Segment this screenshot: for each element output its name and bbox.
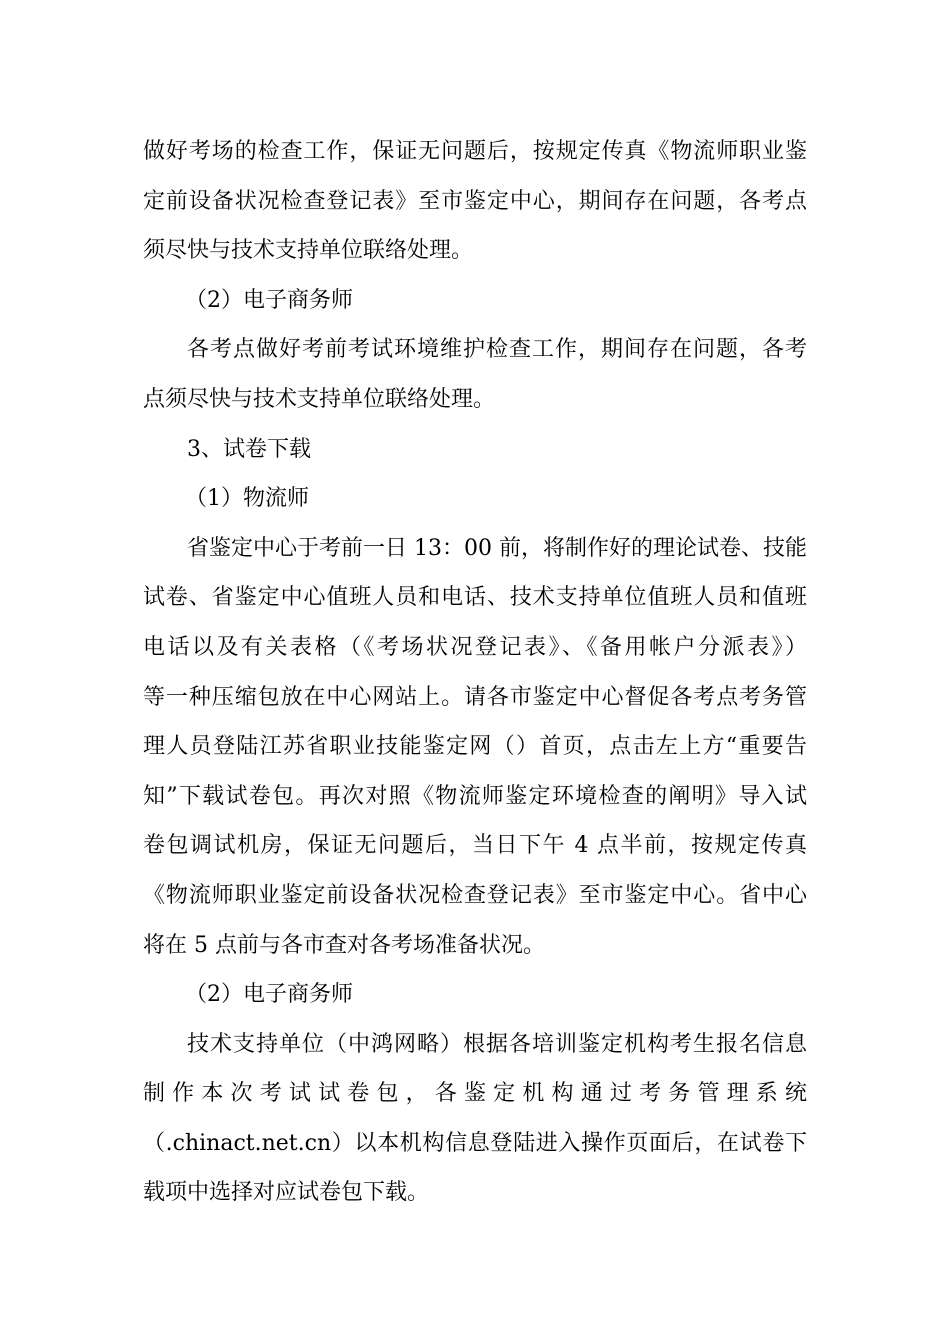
paragraph-line: 省鉴定中心于考前一日 13：00 前，将制作好的理论试卷、技能: [187, 535, 807, 561]
paragraph-line: 试卷、省鉴定中心值班人员和电话、技术支持单位值班人员和值班: [143, 585, 807, 611]
paragraph-line: 卷包调试机房，保证无问题后，当日下午 4 点半前，按规定传真: [143, 833, 807, 859]
paragraph-line: 做好考场的检查工作，保证无问题后，按规定传真《物流师职业鉴: [143, 139, 807, 164]
paragraph-line: 载项中选择对应试卷包下载。: [143, 1180, 430, 1206]
paragraph-line: 制 作 本 次 考 试 试 卷 包 ， 各 鉴 定 机 构 通 过 考 务 管 理 系 统: [143, 1081, 807, 1107]
paragraph-line: 电话以及有关表格（《考场状况登记表》、《备用帐户分派表》）: [143, 634, 807, 660]
paragraph-line: 等一种压缩包放在中心网站上。请各市鉴定中心督促各考点考务管: [143, 684, 807, 710]
paragraph-line: 将在 5 点前与各市查对各考场准备状况。: [143, 932, 545, 958]
section-heading: 3、试卷下载: [187, 436, 311, 462]
paragraph-line: 各考点做好考前考试环境维护检查工作，期间存在问题，各考: [187, 337, 807, 363]
paragraph-line: 知”下载试卷包。再次对照《物流师鉴定环境检查的阐明》导入试: [143, 783, 807, 809]
paragraph-line: 须尽快与技术支持单位联络处理。: [143, 238, 474, 264]
document-page: [143, 127, 807, 1218]
paragraph-line: （.chinact.net.cn）以本机构信息登陆进入操作页面后，在试卷下: [143, 1130, 807, 1156]
subsection-heading: （2）电子商务师: [185, 287, 353, 313]
paragraph-line: 理人员登陆江苏省职业技能鉴定网（）首页，点击左上方“重要告: [143, 734, 807, 760]
paragraph-line: 技术支持单位（中鸿网略）根据各培训鉴定机构考生报名信息: [187, 1031, 807, 1057]
subsection-heading: （1）物流师: [185, 486, 309, 512]
paragraph-line: 点须尽快与技术支持单位联络处理。: [143, 386, 496, 412]
paragraph-line: 定前设备状况检查登记表》至市鉴定中心，期间存在问题，各考点: [143, 188, 807, 214]
paragraph-line: 《物流师职业鉴定前设备状况检查登记表》至市鉴定中心。省中心: [143, 882, 807, 908]
subsection-heading: （2）电子商务师: [185, 982, 353, 1008]
